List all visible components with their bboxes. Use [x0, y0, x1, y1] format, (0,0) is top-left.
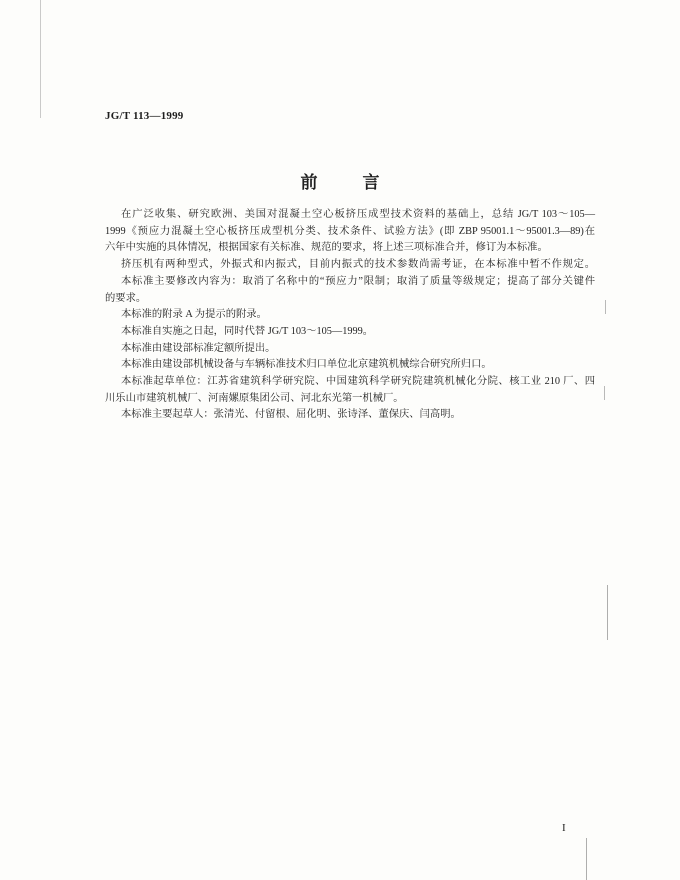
standard-number-header: JG/T 113—1999	[105, 110, 184, 122]
text-line: 本标准由建设部机械设备与车辆标准技术归口单位北京建筑机械综合研究所归口。	[121, 359, 492, 371]
scan-artifact-line	[604, 386, 605, 400]
paragraph-background	[105, 207, 595, 257]
text-line: 在广泛收集、研究欧洲、美国对混凝土空心板挤压成型技术资料的基础上，总结 JG/T 103～105—	[121, 209, 595, 220]
foreword-body	[105, 207, 595, 424]
text-line: 本标准自实施之日起，同时代替 JG/T 103～105—1999。	[121, 325, 374, 337]
paragraph-drafting-units	[105, 374, 595, 407]
paragraph-machine-types	[105, 257, 595, 274]
text-line: 本标准主要修改内容为：取消了名称中的“预应力”限制；取消了质量等级规定；提高了部分关键件	[121, 275, 595, 287]
scan-artifact-line	[586, 838, 587, 880]
text-line: 本标准主要起草人：张清光、付留根、屈化明、张诗泽、董保庆、闫高明。	[121, 409, 461, 421]
text-line: 的要求。	[105, 292, 147, 304]
text-line: 1999《预应力混凝土空心板挤压成型机分类、技术条件、试验方法》(即 ZBP 95001.1～95001.3—89)在	[105, 225, 595, 237]
scan-artifact-line	[40, 0, 41, 118]
paragraph-appendix	[105, 307, 595, 324]
scan-artifact-line	[605, 300, 606, 314]
paragraph-proposed-by	[105, 341, 595, 358]
page-number: I	[562, 822, 566, 834]
text-line: 挤压机有两种型式，外振式和内振式，目前内振式的技术参数尚需考证，在本标准中暂不作规定。	[121, 259, 595, 271]
text-line: 六年中实施的具体情况，根据国家有关标准、规范的要求，将上述三项标准合并，修订为本标准。	[105, 242, 548, 254]
text-line: 本标准由建设部标准定额所提出。	[121, 342, 276, 354]
text-line: 川乐山市建筑机械厂、河南嫘原集团公司、河北东光第一机械厂。	[105, 392, 404, 404]
text-line: 本标准起草单位：江苏省建筑科学研究院、中国建筑科学研究院建筑机械化分院、核工业 210 厂、四	[121, 376, 595, 388]
text-line: 本标准的附录 A 为提示的附录。	[121, 309, 267, 321]
foreword-title: 前 言	[300, 173, 394, 192]
paragraph-drafters	[105, 407, 595, 424]
paragraph-replaces	[105, 324, 595, 341]
scan-artifact-line	[607, 585, 608, 640]
paragraph-main-changes	[105, 274, 595, 307]
paragraph-administered-by	[105, 357, 595, 374]
